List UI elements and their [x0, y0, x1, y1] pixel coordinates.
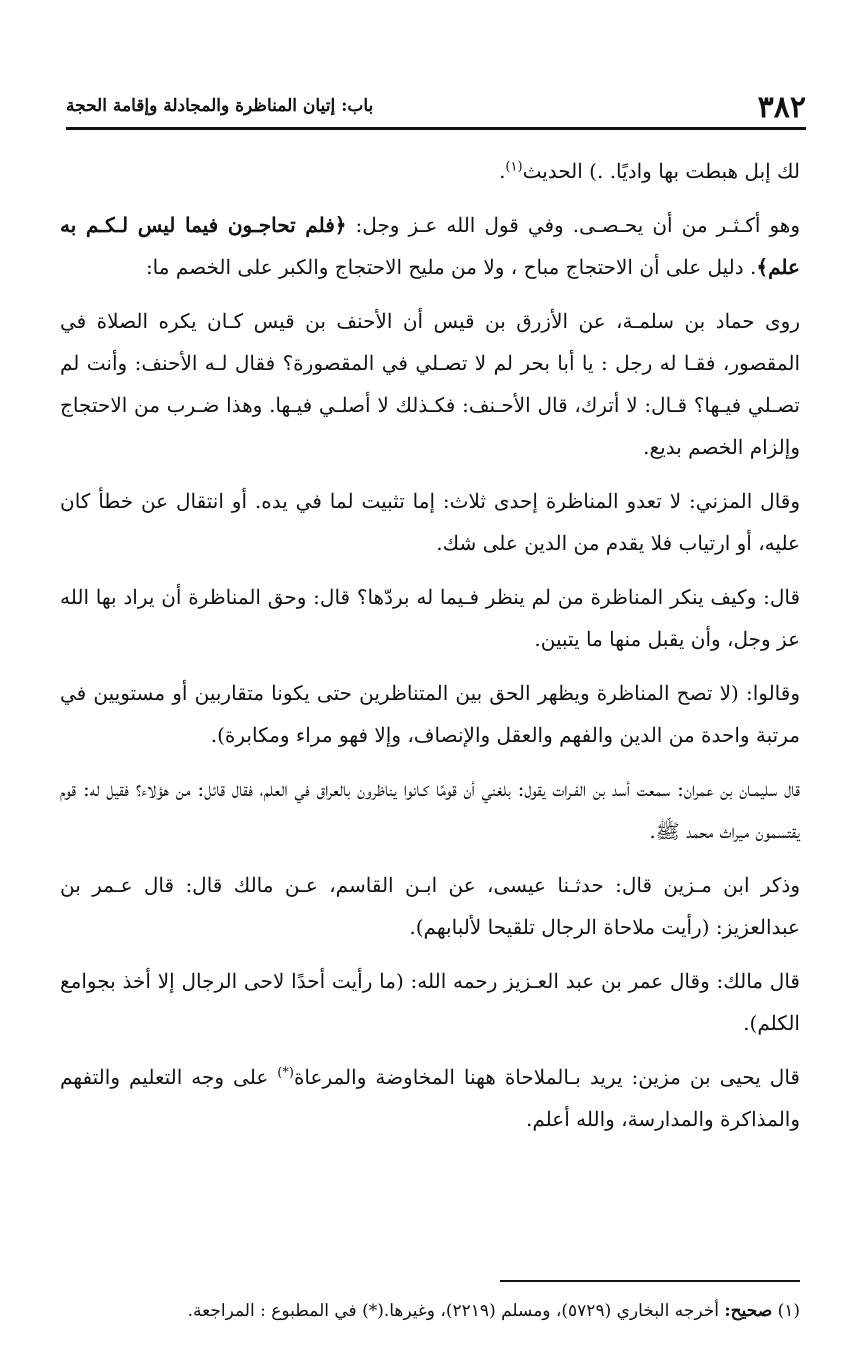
paragraph-3: روى حماد بن سلمـة، عن الأزرق بن قيس أن الأحنف بن قيس كـان يكره الصلاة في المقصور، فقـا له رجل : يا أبا بحر لم لا تصـلي في المقصورة؟ فقال لـه الأحنف: وأنت لم تصـلي فيـها؟ قـال: لا أترك، قال الأحـنف: فكـذلك لا أصلـي فيـها. وهذا ضـرب من الاحتجاج وإلزام الخصم بديع. — [60, 309, 800, 459]
page-body — [60, 150, 800, 1152]
page-number: ٣٨٢ — [757, 90, 806, 125]
footnote-ref: (*) — [277, 1065, 294, 1081]
footnote-label: صحيح: — [724, 1301, 773, 1321]
paragraph-10 — [60, 1056, 800, 1140]
paragraph-1 — [60, 150, 800, 192]
paragraph-text: على وجه التعليم والتفهم والمذاكرة والمدارسة، والله أعلم. — [60, 1065, 800, 1131]
paragraph-6: وقالوا: (لا تصح المناظرة ويظهر الحق بين المتناظرين حتى يكونا متقاربين أو مستويين في مرتبة واحدة من الدين والفهم والعقل والإنصاف، وإلا فهو مراء ومكابرة). — [60, 681, 800, 747]
paragraph-2 — [60, 204, 800, 288]
header-rule — [66, 127, 806, 130]
page-header — [66, 88, 806, 130]
paragraph-5: قال: وكيف ينكر المناظرة من لم ينظر فـيما له بردّها؟ قال: وحق المناظرة أن يراد بها الله عز وجل، وأن يقبل منها ما يتبين. — [60, 585, 800, 651]
footnote-rule — [500, 1280, 800, 1282]
paragraph-text: . — [499, 159, 506, 183]
footnote-number: (١) — [777, 1301, 800, 1321]
footnote — [60, 1296, 800, 1326]
paragraph-text: وهو أكـثـر من أن يحـصـى. وفي قول الله عـز وجل: — [346, 213, 800, 237]
paragraph-text: . دليل على أن الاحتجاج مباح ، ولا من مليح الاحتجاج والكبر على الخصم ما: — [145, 255, 757, 279]
footnote-ref: (١) — [505, 159, 523, 175]
paragraph-text: قال يحيى بن مزين: يريد بـالملاحاة ههنا المخاوضة والمرعاة — [293, 1065, 800, 1089]
paragraph-7: قال سليمـان بن عمران: سمعت أسد بن الفـرات يقول: بلغني أن قومًا كـانوا يناظرون بالعراق في العلم، فقال قائل: من هؤلاء؟ فقيل له: قوم يقتسمون ميراث محمد ﷺ. — [60, 777, 800, 843]
paragraph-4: وقال المزني: لا تعدو المناظرة إحدى ثلاث: إما تثبيت لما في يده. أو انتقال عن خطأ كان عليه، أو ارتياب فلا يقدم من الدين على شك. — [60, 489, 800, 555]
paragraph-8: وذكر ابن مـزين قال: حدثـنا عيسى، عن ابـن القاسم، عـن مالك قال: قال عـمر بن عبدالعزيز: (رأيت ملاحاة الرجال تلقيحا لألبابهم). — [60, 873, 800, 939]
running-title: باب: إتيان المناظرة والمجادلة وإقامة الحجة — [66, 96, 374, 116]
footnote-text: أخرجه البخاري (٥٧٢٩)، ومسلم (٢٢١٩)، وغيرها.(*) في المطبوع : المراجعة. — [187, 1301, 719, 1321]
paragraph-9: قال مالك: وقال عمر بن عبد العـزيز رحمه الله: (ما رأيت أحدًا لاحى الرجال إلا أخذ بجوامع الكلم). — [60, 969, 800, 1035]
paragraph-text: لك إبل هبطت بها واديًا. .) الحديث — [522, 159, 800, 183]
quran-verse: ﴿فلم تحاجـون فيما ليس لـكـم به علم﴾ — [60, 213, 800, 279]
